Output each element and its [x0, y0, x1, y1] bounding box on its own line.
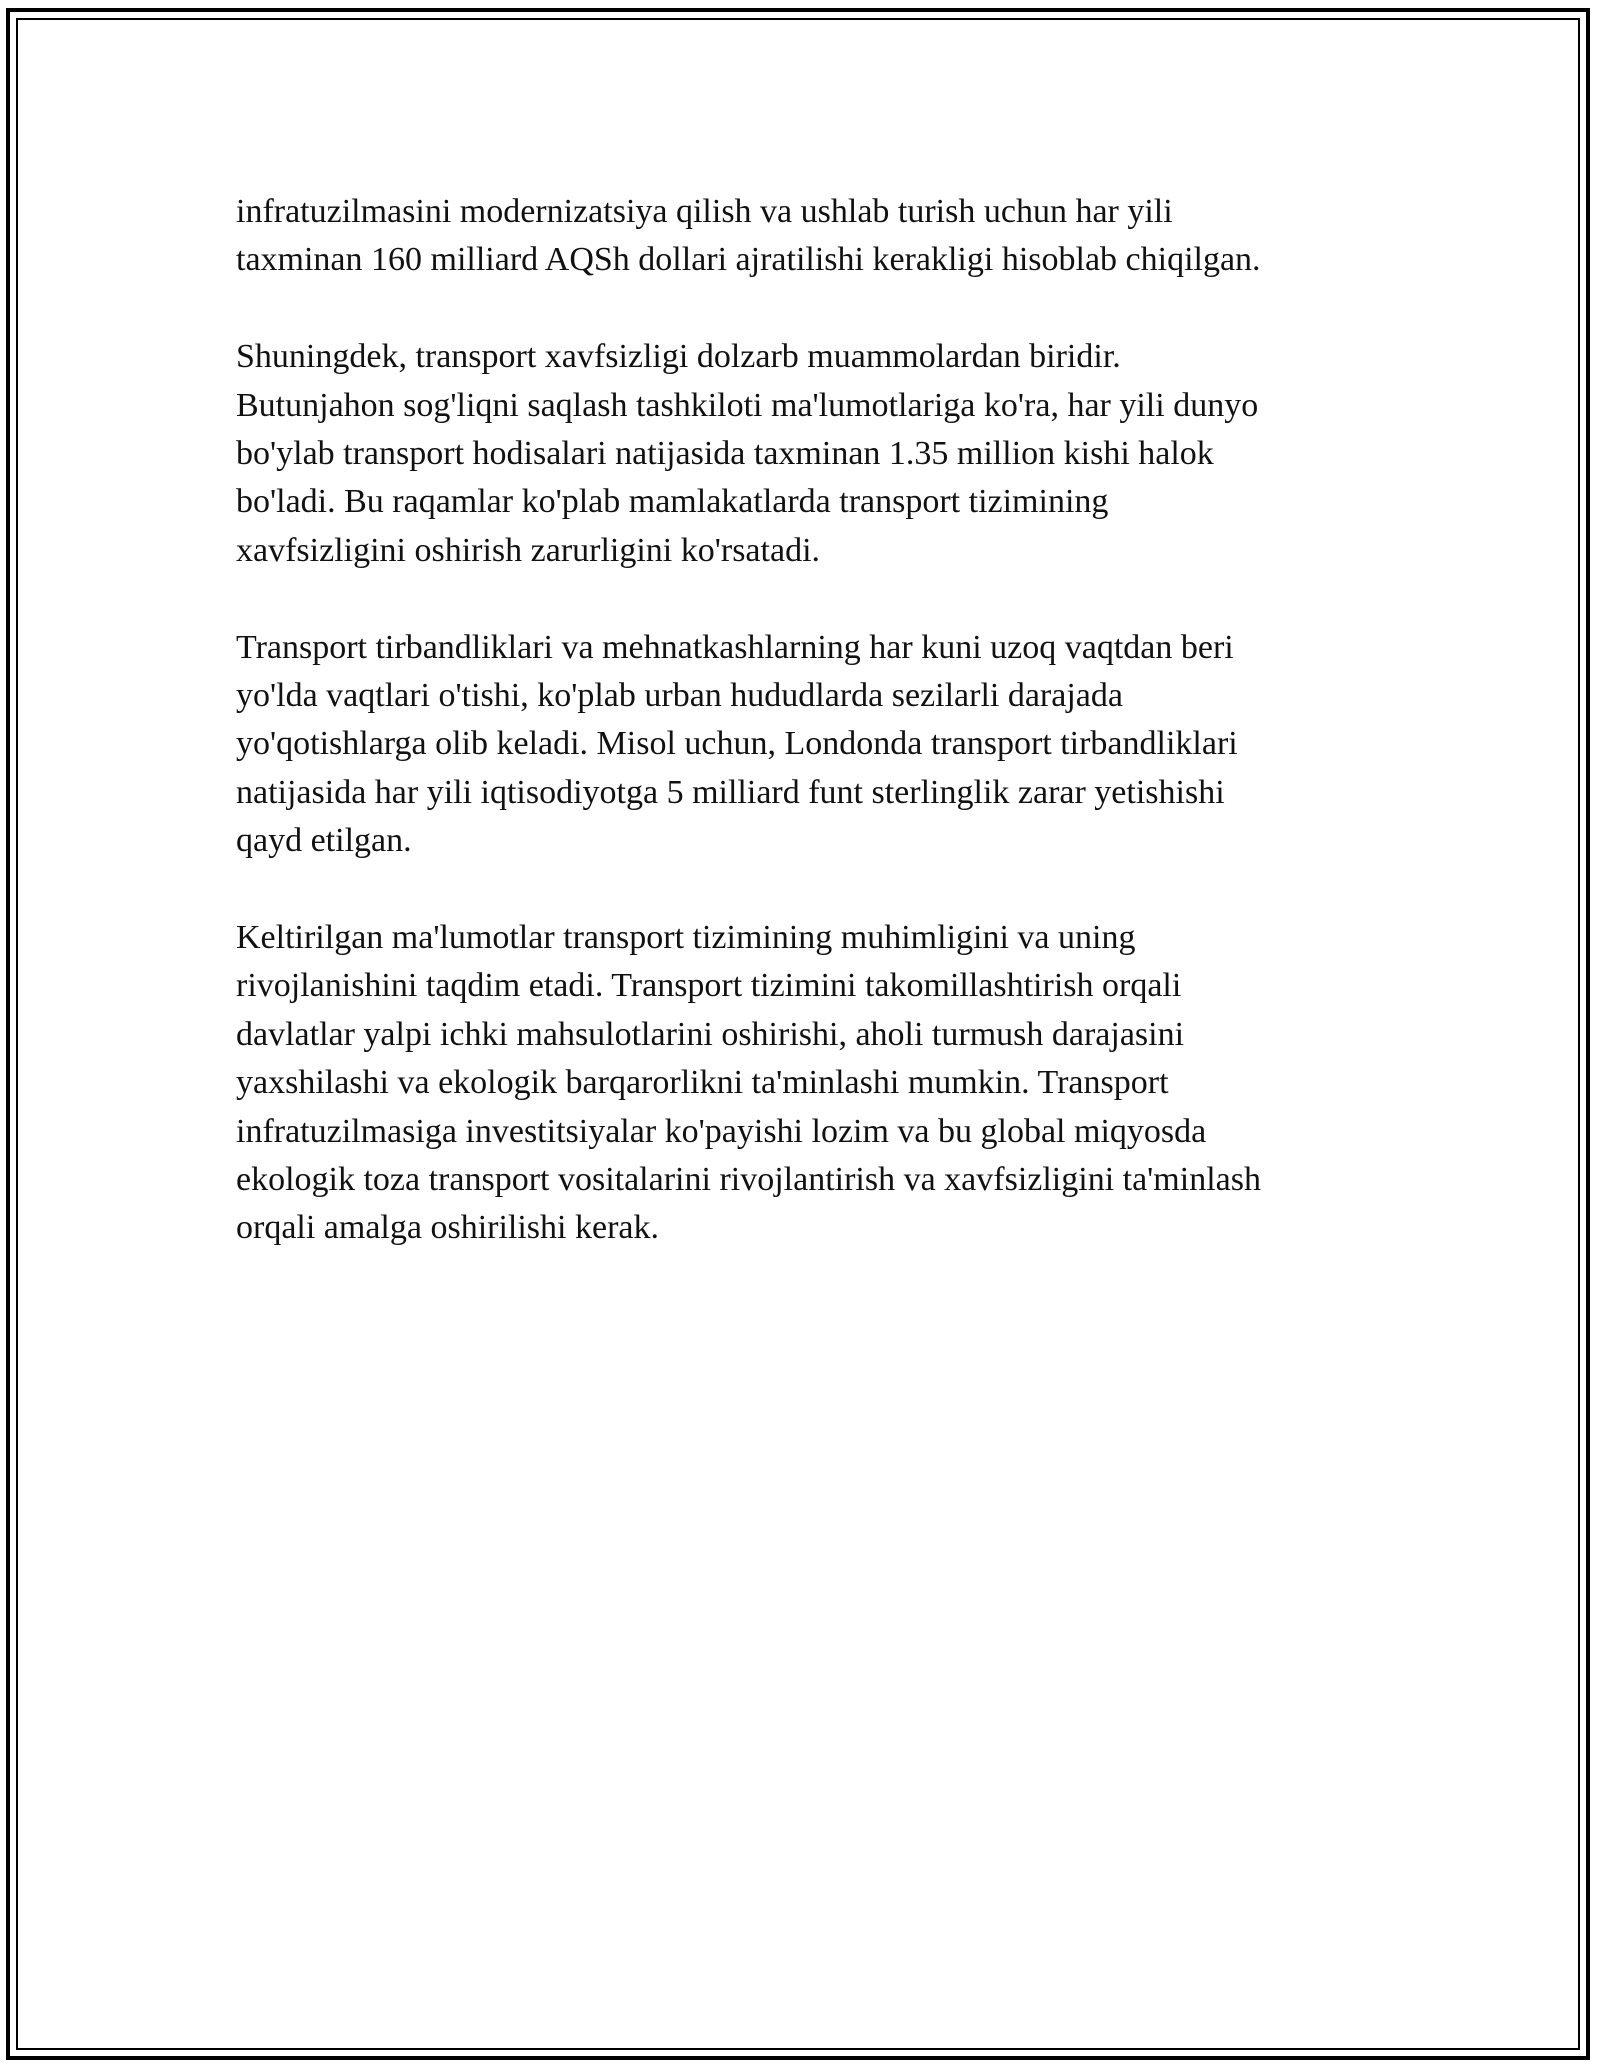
paragraph-4: Keltirilgan ma'lumotlar transport tizimining muhimligini va uning rivojlanishini taqdim etadi. Transport tizimini takomillashtirish orqali davlatlar yalpi ichki mahsulotlarini oshirishi, aholi turmush darajasini yaxshilashi va ekologik barqarorlikni ta'minlashi mumkin. Transport infratuzilmasiga investitsiyalar ko'payishi lozim va bu global miqyosda ekologik toza transport vositalarini rivojlantirish va xavfsizligini ta'minlash orqali amalga oshirilishi kerak.	[236, 919, 1261, 1247]
document-body	[236, 188, 1386, 1301]
paragraph-2: Shuningdek, transport xavfsizligi dolzarb muammolardan biridir. Butunjahon sog'liqni saqlash tashkiloti ma'lumotlariga ko'ra, har yili dunyo bo'ylab transport hodisalari natijasida taxminan 1.35 million kishi halok bo'ladi. Bu raqamlar ko'plab mamlakatlarda transport tizimining xavfsizligini oshirish zarurligini ko'rsatadi.	[236, 338, 1259, 569]
paragraph-3: Transport tirbandliklari va mehnatkashlarning har kuni uzoq vaqtdan beri yo'lda vaqtlari o'tishi, ko'plab urban hududlarda sezilarli darajada yo'qotishlarga olib keladi. Misol uchun, Londonda transport tirbandliklari natijasida har yili iqtisodiyotga 5 milliard funt sterlinglik zarar yetishishi qayd etilgan.	[236, 628, 1238, 860]
paragraph-1: infratuzilmasini modernizatsiya qilish va ushlab turish uchun har yili taxminan 160 milliard AQSh dollari ajratilishi kerakligi hisoblab chiqilgan.	[236, 193, 1261, 279]
